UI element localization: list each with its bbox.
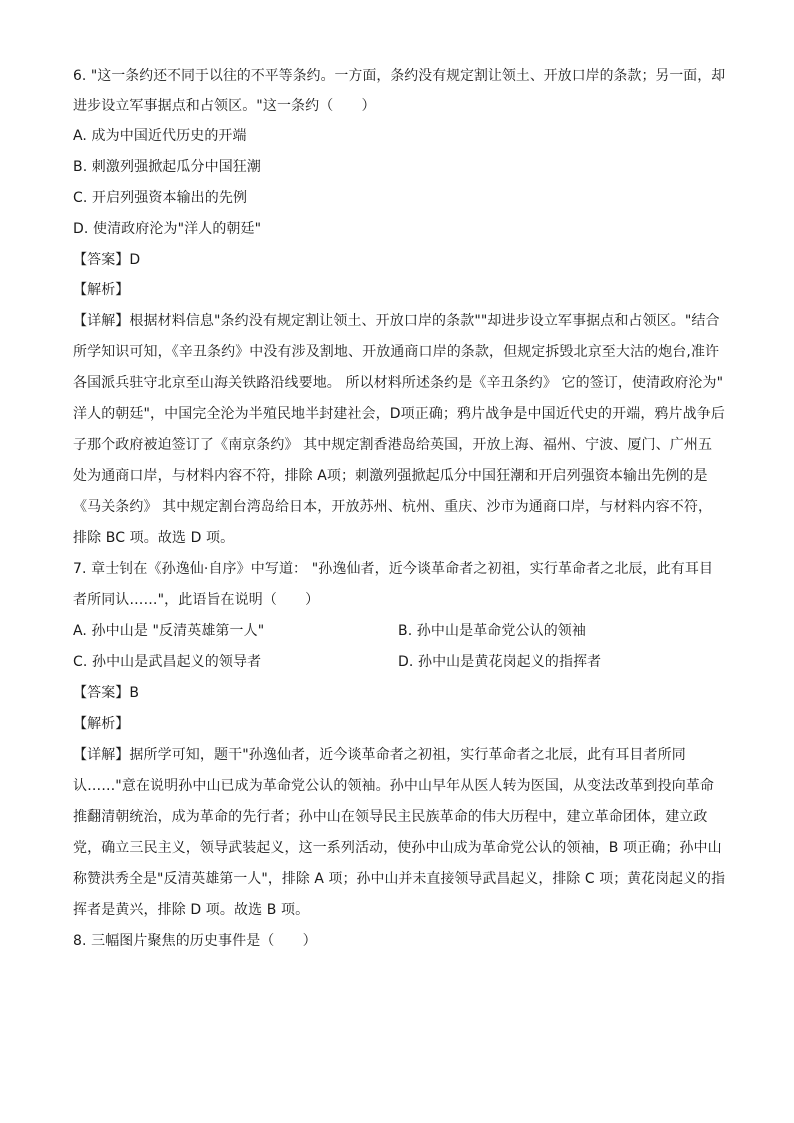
q6-stem-line2: 进步设立军事据点和占领区。"这一条约（ ） — [73, 98, 376, 114]
q6-detail-line: 洋人的朝廷"，中国完全沦为半殖民地半封建社会，D项正确；鸦片战争是中国近代史的开端，鸦片战争后 — [73, 406, 725, 422]
q6-option-c: C. 开启列强资本输出的先例 — [73, 190, 248, 206]
q6-detail-line: 《马关条约》 其中规定割台湾岛给日本，开放苏州、杭州、重庆、沙市为通商口岸，与材料内容不符， — [73, 499, 713, 515]
q7-analysis-label: 【解析】 — [73, 716, 130, 732]
q7-option-c: C. 孙中山是武昌起义的领导者 — [73, 654, 262, 670]
q7-detail-line: 认……"意在说明孙中山已成为革命党公认的领袖。孙中山早年从医人转为医国，从变法改革到投向革命 — [73, 778, 715, 794]
q6-detail-line: 子那个政府被迫签订了《南京条约》 其中规定割香港岛给英国，开放上海、福州、宁波、厦门、广州五 — [73, 437, 713, 453]
q7-detail-line: 【详解】据所学可知，题干"孙逸仙者，近今谈革命者之初祖，实行革命者之北辰，此有耳目者所同 — [73, 747, 686, 763]
q6-option-b: B. 刺激列强掀起瓜分中国狂潮 — [73, 159, 262, 175]
q8-stem-line1: 8. 三幅图片聚焦的历史事件是（ ） — [73, 933, 317, 949]
q6-stem-line1: 6. "这一条约还不同于以往的不平等条约。一方面，条约没有规定割让领土、开放口岸的条款；另一面，却 — [73, 68, 726, 84]
q6-detail-line: 所学知识可知，《辛丑条约》中没有涉及割地、开放通商口岸的条款，但规定拆毁北京至大沽的炮台,准许 — [73, 344, 720, 360]
q7-stem-line2: 者所同认……"，此语旨在说明（ ） — [73, 592, 320, 608]
q6-detail-line: 【详解】根据材料信息"条约没有规定割让领土、开放口岸的条款""却进步设立军事据点和占领区。"结合 — [73, 313, 720, 329]
q6-detail-line: 排除 BC 项。故选 D 项。 — [73, 530, 235, 546]
q7-stem-line1: 7. 章士钊在《孙逸仙·自序》中写道： "孙逸仙者，近今谈革命者之初祖，实行革命者之北辰，此有耳目 — [73, 561, 714, 577]
q6-detail-line: 各国派兵驻守北京至山海关铁路沿线要地。 所以材料所述条约是《辛丑条约》 它的签订，使清政府沦为" — [73, 375, 724, 391]
q6-answer: 【答案】D — [73, 252, 141, 268]
q6-detail-line: 处为通商口岸，与材料内容不符，排除 A项；刺激列强掀起瓜分中国狂潮和开启列强资本输出先例的是 — [73, 468, 708, 484]
q7-detail-line: 推翻清朝统治，成为革命的先行者；孙中山在领导民主民族革命的伟大历程中，建立革命团体，建立政 — [73, 809, 708, 825]
q7-detail-line: 称赞洪秀全是"反清英雄第一人"，排除 A 项；孙中山并未直接领导武昌起义，排除 C 项；黄花岗起义的指 — [73, 871, 726, 887]
q6-option-a: A. 成为中国近代历史的开端 — [73, 128, 247, 144]
q7-detail-line: 挥者是黄兴，排除 D 项。故选 B 项。 — [73, 902, 310, 918]
q7-option-a: A. 孙中山是 "反清英雄第一人" — [73, 623, 265, 639]
q7-answer: 【答案】B — [73, 685, 140, 701]
q6-analysis-label: 【解析】 — [73, 282, 130, 298]
q7-option-b: B. 孙中山是革命党公认的领袖 — [398, 623, 587, 639]
q6-option-d: D. 使清政府沦为"洋人的朝廷" — [73, 221, 262, 237]
q7-detail-line: 党，确立三民主义，领导武装起义，这一系列活动，使孙中山成为革命党公认的领袖，B 项正确；孙中山 — [73, 840, 722, 856]
q7-option-d: D. 孙中山是黄花岗起义的指挥者 — [398, 654, 602, 670]
